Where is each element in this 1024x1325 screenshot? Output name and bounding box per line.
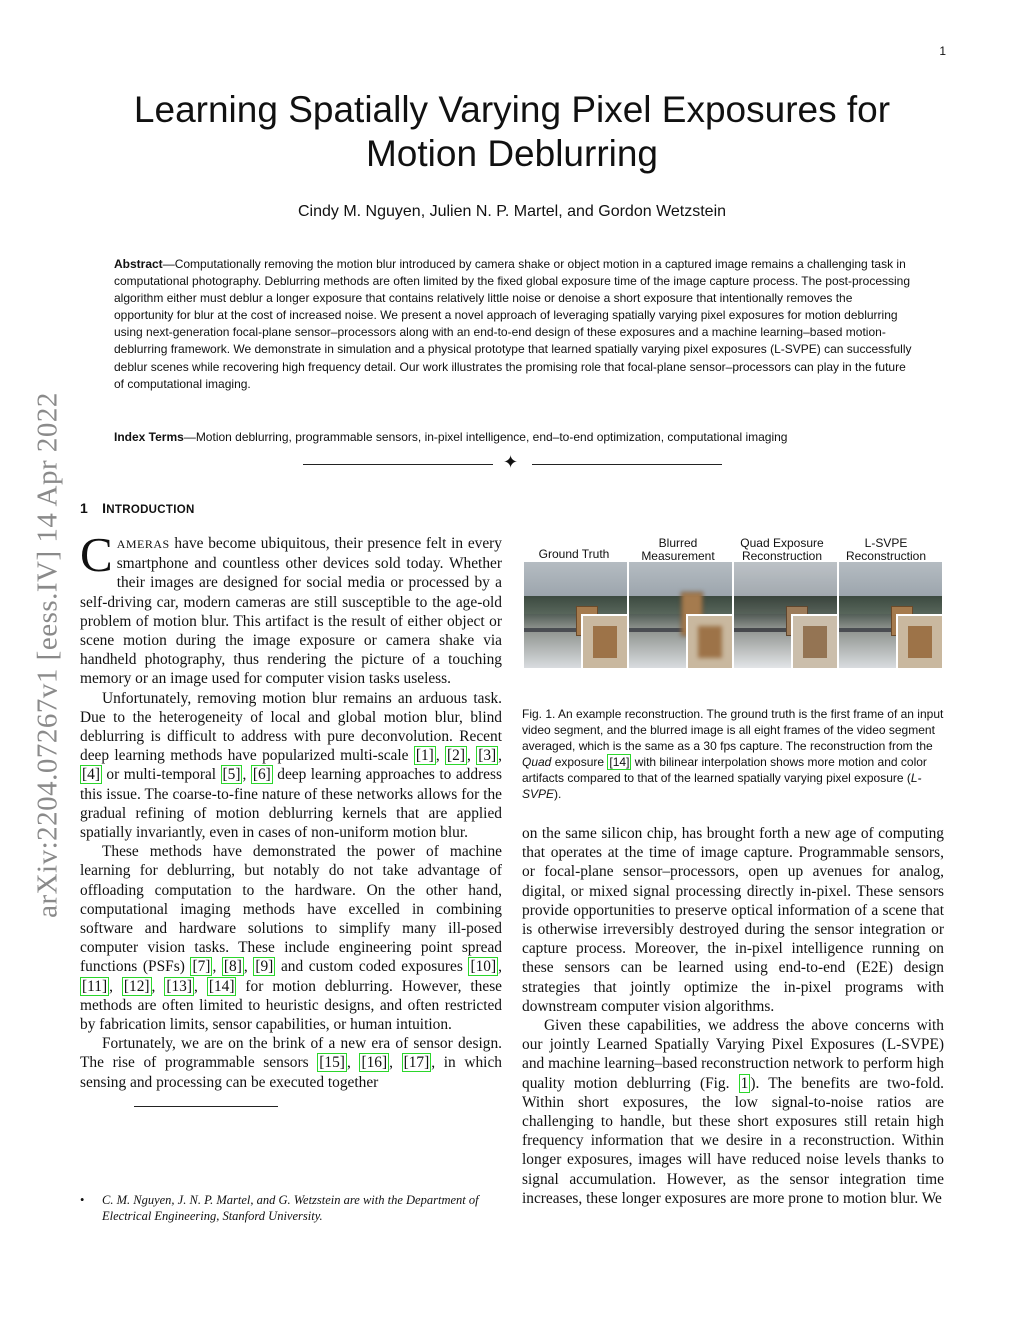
intro-paragraph-4 bbox=[80, 1034, 502, 1092]
arxiv-identifier: arXiv:2204.07267v1 [eess.IV] 14 Apr 2022 bbox=[31, 392, 64, 918]
separator-line-right bbox=[532, 464, 722, 465]
intro-p2-text-a: Unfortunately, removing motion blur remains an arduous task. Due to the heterogeneity of local and global motion blur, blind deblurring is difficult to address with pure deconvolution. Recent deep learning methods have popularized multi-scale bbox=[80, 689, 502, 765]
caption-quad: Quad bbox=[522, 755, 552, 769]
figure-1 bbox=[522, 530, 946, 802]
label-line2: Reconstruction bbox=[741, 548, 823, 563]
separator-diamond-icon: ✦ bbox=[503, 452, 519, 473]
abstract-label: Abstract bbox=[114, 257, 163, 271]
sep: , bbox=[109, 977, 122, 995]
figure-panels bbox=[524, 562, 946, 668]
intro-p3-text-b: and custom coded exposures bbox=[275, 958, 469, 976]
sep: , bbox=[194, 977, 207, 995]
intro-p3-text-a: These methods have demonstrated the power of machine learning for deblurring, but notably do not take advantage of offloading computation to the hardware. On the other hand, computational imaging methods have excelled in combining software and hardware solutions to simplify many ill-posed computer vision tasks. These include engineering point spread functions (PSFs) bbox=[80, 843, 502, 976]
panel-quad-image bbox=[734, 562, 837, 668]
footnote-bullet: • bbox=[80, 1193, 85, 1207]
citation-link[interactable]: [17] bbox=[403, 1054, 430, 1072]
affiliation-footnote bbox=[80, 1192, 502, 1224]
separator-line-left bbox=[303, 464, 493, 465]
citation-link[interactable]: [6] bbox=[252, 766, 271, 784]
label-line2: Measurement bbox=[641, 548, 715, 563]
intro-p4-text-a: Fortunately, we are on the brink of a new era of sensor design. The rise of programmable sensors bbox=[80, 1035, 502, 1072]
right-p2-text-a: Given these capabilities, we address the above concerns with our jointly Learned Spatially Varying Pixel Exposures (L-SVPE) and machine learning–based reconstruction network to perform high quality motion deblurring (Fig. bbox=[522, 1017, 944, 1092]
citation-link[interactable]: [3] bbox=[478, 747, 497, 765]
sep: , bbox=[346, 1054, 360, 1072]
sep: , bbox=[243, 958, 254, 976]
intro-paragraph-1 bbox=[80, 527, 502, 689]
index-terms bbox=[114, 429, 914, 445]
citation-link[interactable]: [5] bbox=[222, 766, 241, 784]
drop-cap: C bbox=[80, 527, 113, 582]
citation-link[interactable]: [14] bbox=[208, 977, 235, 995]
citation-link[interactable]: [13] bbox=[166, 977, 193, 995]
citation-link[interactable]: [11] bbox=[82, 977, 108, 995]
caption-lsvpe: L-SVPE bbox=[522, 771, 922, 801]
intro-paragraph-3 bbox=[80, 842, 502, 1034]
figure-column-labels bbox=[522, 530, 946, 562]
sep: , bbox=[389, 1054, 402, 1072]
citation-link[interactable]: [12] bbox=[123, 977, 150, 995]
citation-link[interactable]: [8] bbox=[223, 958, 242, 976]
label-line2: Ground Truth bbox=[538, 546, 610, 561]
citation-link[interactable]: [4] bbox=[82, 766, 100, 784]
footnote-rule bbox=[134, 1106, 278, 1107]
citation-link[interactable]: [9] bbox=[255, 958, 274, 976]
sep: , bbox=[212, 958, 222, 976]
abstract bbox=[114, 256, 914, 393]
zoom-inset bbox=[581, 614, 627, 668]
citation-link[interactable]: [2] bbox=[447, 747, 465, 765]
intro-p2-text-b: or multi-temporal bbox=[101, 766, 221, 784]
intro-p2-text-c: deep learning approaches to address this issue. The coarse-to-fine nature of these networks allows for the gradual refining of motion deblurring kernels that are applied spatially invariantly, even in cases of non-uniform motion blur. bbox=[80, 766, 502, 842]
figure-link[interactable]: 1 bbox=[740, 1074, 749, 1092]
intro-p3-text-c: for motion deblurring. However, these methods are often limited to heuristic designs, and often restricted by fabrication limits, sensor capabilities, or human intuition. bbox=[80, 977, 503, 1034]
label-line2: Reconstruction bbox=[845, 548, 927, 563]
label-ground-truth bbox=[522, 530, 626, 562]
paper-title bbox=[80, 88, 944, 177]
sep: , bbox=[466, 747, 477, 765]
sep: , bbox=[242, 766, 251, 784]
intro-text bbox=[80, 527, 503, 1092]
zoom-inset bbox=[686, 614, 732, 668]
caption-text-d: ). bbox=[554, 787, 562, 801]
label-lsvpe bbox=[834, 530, 938, 562]
sep: , bbox=[435, 747, 446, 765]
citation-link[interactable]: [10] bbox=[470, 958, 497, 976]
caption-text-b: exposure bbox=[551, 755, 608, 769]
intro-p4-text-b: , in which sensing and processing can be executed together bbox=[80, 1054, 502, 1091]
label-line1: L-SVPE bbox=[864, 536, 908, 550]
label-line1: Blurred bbox=[658, 536, 698, 550]
intro-p1-text: have become ubiquitous, their presence felt in every smartphone and countless other devices sold today. Whether their images are designed for social media or processed by a self-driving car, modern cameras are still susceptible to the age-old problem of motion blur. This artifact is the result of either object or scene motion during the image exposure or camera shake via handheld photography, thus rendering the picture of a touching memory or an image used for computer vision tasks useless. bbox=[80, 535, 502, 688]
figure-caption bbox=[522, 706, 946, 802]
author-list: Cindy M. Nguyen, Julien N. P. Martel, and Gordon Wetzstein bbox=[297, 203, 727, 220]
index-terms-text: —Motion deblurring, programmable sensors, in-pixel intelligence, end–to-end optimization, computational imaging bbox=[183, 430, 788, 444]
section-number: 1 bbox=[80, 500, 89, 516]
footnote-text: C. M. Nguyen, J. N. P. Martel, and G. Wetzstein are with the Department of Electrical Engineering, Stanford University. bbox=[102, 1193, 479, 1223]
right-column bbox=[522, 824, 944, 1208]
caption-text-c: with bilinear interpolation shows more motion and color artifacts compared to that of the learned spatially varying pixel exposure ( bbox=[522, 755, 927, 785]
caption-text-a: Fig. 1. An example reconstruction. The ground truth is the first frame of an input video segment, and the blurred image is all eight frames of the video segment averaged, which is the same as a 30 fps capture. The reconstruction from the bbox=[522, 707, 944, 753]
panel-ground-truth-image bbox=[524, 562, 627, 668]
left-column bbox=[80, 500, 502, 1107]
label-quad bbox=[730, 530, 834, 562]
citation-link[interactable]: [7] bbox=[192, 958, 211, 976]
abstract-text: —Computationally removing the motion blur introduced by camera shake or object motion in a captured image remains a challenging task in computational photography. Deblurring methods are often limited by the fixed global exposure time of the image capture process. The post-processing algorithm either must deblur a longer exposure that contains relatively little noise or denoise a short exposure that intentionally removes the opportunity for blur at the cost of increased noise. We present a novel approach of leveraging spatially varying pixel exposures for motion deblurring using next-generation focal-plane sensor–processors along with an end-to-end design of these exposures and a machine learning–based motion-deblurring framework. We demonstrate in simulation and a physical prototype that learned spatially varying pixel exposures (L-SVPE) can successfully deblur scenes while recovering high frequency detail. Our work illustrates the promising role that focal-plane sensor–processors can play in the future of computational imaging. bbox=[114, 257, 912, 391]
sep: , bbox=[151, 977, 165, 995]
zoom-inset bbox=[896, 614, 942, 668]
intro-paragraph-2 bbox=[80, 689, 502, 843]
sep: , bbox=[498, 747, 503, 765]
right-paragraph-1: on the same silicon chip, has brought forth a new age of computing that operates at the time of image capture. Programmable sensors, or focal-plane sensor–processors, open up avenues for analog, digital, or mixed signal processing directly in-pixel. These sensors provide opportunities to preserve optical information of a scene that is otherwise irreversibly destroyed during the sensor integration or capture process. Moreover, the in-pixel intelligence running on these sensors can be learned using end-to-end (E2E) design strategies that jointly optimize the in-pixel programs with downstream computer vision algorithms. bbox=[522, 825, 944, 1015]
intro-smallcaps: AMERAS bbox=[116, 537, 170, 551]
citation-link[interactable]: [1] bbox=[415, 747, 434, 765]
citation-link[interactable]: [15] bbox=[319, 1054, 345, 1072]
label-blurred bbox=[626, 530, 730, 562]
zoom-inset bbox=[791, 614, 837, 668]
sep: , bbox=[498, 958, 502, 976]
page-number: 1 bbox=[939, 44, 946, 58]
panel-lsvpe-image bbox=[839, 562, 942, 668]
panel-blurred-image bbox=[629, 562, 732, 668]
section-heading-introduction bbox=[80, 500, 502, 516]
label-line1: Quad Exposure bbox=[740, 536, 824, 550]
citation-link[interactable]: [16] bbox=[361, 1054, 388, 1072]
right-p2-text-b: ). The benefits are two-fold. Within short exposures, the low signal-to-noise ratios are challenging to handle, but these short exposures still retain high frequency information that we desire in a reconstruction. Within longer exposures, images will have reduced noise levels thanks to signal accumulation. However, as the sensor integration time increases, these longer exposures are more prone to motion blur. We bbox=[522, 1074, 944, 1207]
index-terms-label: Index Terms bbox=[114, 430, 184, 444]
right-paragraph-2 bbox=[522, 1016, 944, 1208]
title-line-1: Learning Spatially Varying Pixel Exposures for bbox=[133, 89, 891, 130]
title-line-2: Motion Deblurring bbox=[365, 133, 659, 175]
section-title-rest: NTRODUCTION bbox=[106, 504, 195, 516]
citation-link[interactable]: [14] bbox=[609, 755, 630, 769]
section-title-first: I bbox=[102, 500, 107, 516]
